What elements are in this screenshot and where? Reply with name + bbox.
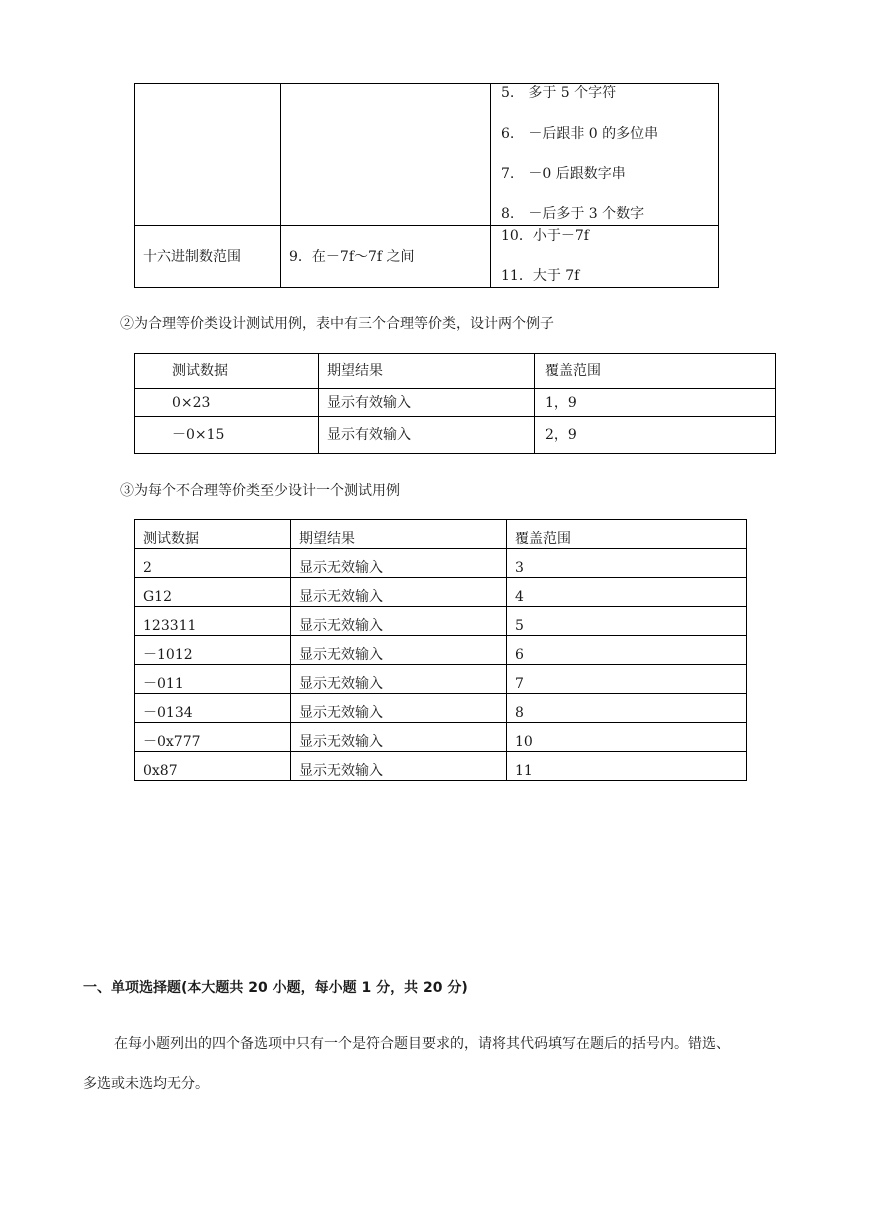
t3-cell: 显示无效输入 [291,665,507,694]
instructions-line-1: 在每小题列出的四个备选项中只有一个是符合题目要求的，请将其代码填写在题后的括号内。错选、 [114,1036,730,1052]
t1-r1-c3 [491,84,719,226]
t3-cell: 123311 [135,607,291,636]
t3-cell: G12 [135,578,291,607]
t1-r2-c3 [491,226,719,288]
t2-cell: 显示有效输入 [319,389,535,417]
t1-r2-c2: 9．在－7f～7f 之间 [281,226,491,288]
t1-r2-c1: 十六进制数范围 [135,226,281,288]
t3-cell: 6 [507,636,747,665]
part-heading: 一、单项选择题(本大题共 20 小题，每小题 1 分，共 20 分) [83,980,468,996]
t3-header-coverage: 覆盖范围 [507,520,747,549]
t3-cell: 2 [135,549,291,578]
t3-cell: 5 [507,607,747,636]
t3-cell: 3 [507,549,747,578]
t2-header-expected: 期望结果 [319,354,535,389]
t2-cell: 2，9 [535,417,776,454]
invalid-class-item: 10．小于－7f [501,228,589,244]
t3-cell: 显示无效输入 [291,549,507,578]
t3-cell: 8 [507,694,747,723]
t3-cell: 显示无效输入 [291,723,507,752]
t3-cell: 4 [507,578,747,607]
invalid-test-cases-table [134,519,747,781]
t2-header-data: 测试数据 [135,354,319,389]
invalid-class-item: 11．大于 7f [501,268,580,284]
section-3-title: ③为每个不合理等价类至少设计一个测试用例 [120,483,400,499]
t2-header-coverage: 覆盖范围 [535,354,776,389]
t3-header-expected: 期望结果 [291,520,507,549]
t3-cell: 显示无效输入 [291,578,507,607]
t3-cell: －011 [135,665,291,694]
t1-r1-c1 [135,84,281,226]
invalid-class-item: 6. －后跟非 0 的多位串 [501,126,659,142]
t3-cell: －1012 [135,636,291,665]
t3-cell: 显示无效输入 [291,636,507,665]
instructions-line-2: 多选或未选均无分。 [83,1076,209,1092]
t3-cell: －0x777 [135,723,291,752]
t1-r1-c2 [281,84,491,226]
valid-test-cases-table [134,353,776,454]
invalid-class-item: 5. 多于 5 个字符 [501,85,617,101]
t3-cell: 11 [507,752,747,781]
t3-cell: 10 [507,723,747,752]
t2-cell: 显示有效输入 [319,417,535,454]
section-2-title: ②为合理等价类设计测试用例，表中有三个合理等价类，设计两个例子 [120,316,554,332]
t3-header-data: 测试数据 [135,520,291,549]
t3-cell: 7 [507,665,747,694]
invalid-class-item: 7. －0 后跟数字串 [501,166,626,182]
t2-cell: 0×23 [135,389,319,417]
invalid-class-item: 8. －后多于 3 个数字 [501,206,645,222]
t3-cell: 0x87 [135,752,291,781]
t3-cell: 显示无效输入 [291,607,507,636]
t3-cell: 显示无效输入 [291,694,507,723]
t3-cell: 显示无效输入 [291,752,507,781]
t2-cell: －0×15 [135,417,319,454]
equivalence-class-table-continued [134,83,719,288]
t3-cell: －0134 [135,694,291,723]
t2-cell: 1，9 [535,389,776,417]
